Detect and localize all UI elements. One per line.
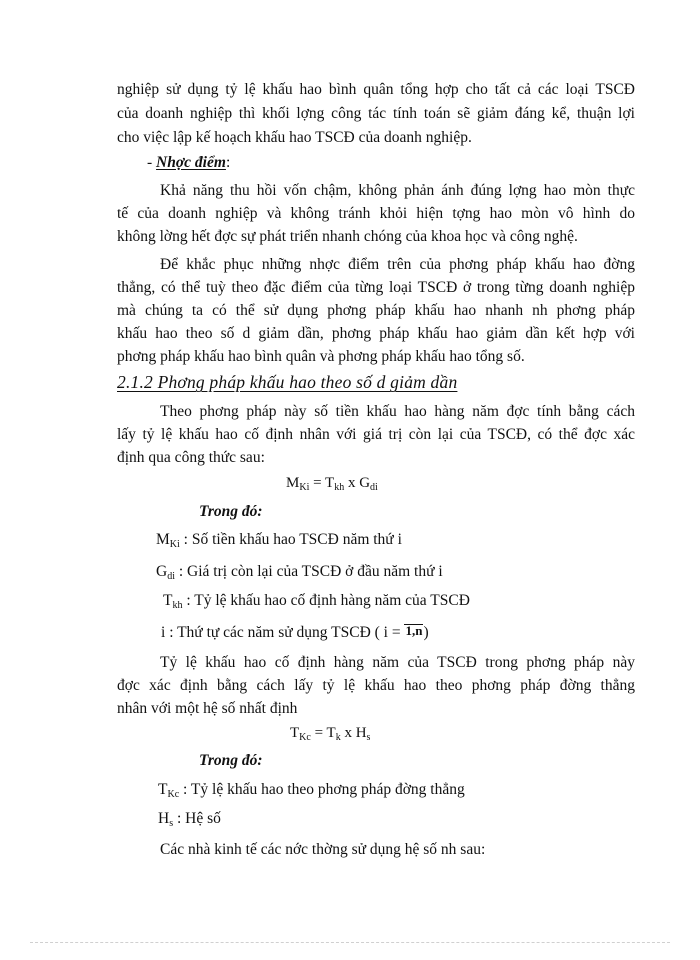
- def-mki-sub: Ki: [169, 539, 180, 550]
- def-mki-text: : Số tiền khấu hao TSCĐ năm thứ i: [179, 531, 402, 548]
- def-i-symbol: i: [161, 624, 166, 641]
- def-hs-text: : Hệ số: [173, 810, 221, 827]
- formula-mki: [286, 475, 378, 493]
- def-tkc-text: : Tỷ lệ khấu hao theo phơng pháp đờng thẳng: [179, 781, 465, 798]
- def-tkh-symbol: T: [163, 592, 173, 609]
- formula1-lhs: M: [286, 475, 300, 491]
- nhuoc-diem-label: [147, 152, 230, 174]
- para2-line-2: tế của doanh nghiệp và không tránh khỏi hiện tợng hao mòn vô hình do: [117, 205, 635, 222]
- para5-line-2: đợc xác định bằng cách lấy tỷ lệ khấu hao theo phơng pháp đờng thẳng: [117, 677, 635, 694]
- formula1-lhs-sub: Ki: [299, 482, 310, 493]
- formula2-h-sub: s: [366, 732, 371, 743]
- formula2-eq: = T: [310, 725, 336, 741]
- para5-line-3: nhân với một hệ số nhất định: [117, 700, 298, 717]
- para5-line-1: Tỷ lệ khấu hao cố định hàng năm của TSCĐ trong phơng pháp này: [160, 654, 635, 671]
- formula-tkc: [290, 725, 370, 743]
- nhuoc-diem-prefix: -: [147, 154, 157, 171]
- def-gdi-text: : Giá trị còn lại của TSCĐ ở đầu năm thứ i: [174, 563, 443, 580]
- para1-line-1: nghiệp sử dụng tỷ lệ khấu hao bình quân tổng hợp cho tất cả các loại TSCĐ: [117, 81, 635, 98]
- def-mki-symbol: M: [156, 531, 170, 548]
- para3-line-2: thẳng, có thể tuỳ theo đặc điểm của từng loại TSCĐ ở trong từng doanh nghiệp: [117, 279, 635, 296]
- def-i-close: ): [423, 624, 429, 641]
- def-gdi-sub: di: [167, 571, 175, 582]
- nhuoc-diem-colon: :: [225, 154, 231, 171]
- def-hs-symbol: H: [158, 810, 170, 827]
- section-heading: 2.1.2 Phơng pháp khấu hao theo số d giảm dần: [117, 372, 458, 392]
- formula2-t-sub: k: [335, 732, 341, 743]
- formula2-lhs-sub: Kc: [299, 732, 311, 743]
- def-gdi-symbol: G: [156, 563, 168, 580]
- para1-line-2: của doanh nghiệp thì khối lợng công tác tính toán sẽ giảm đáng kể, thuận lợi: [117, 105, 635, 122]
- def-hs-sub: s: [169, 818, 174, 829]
- def-tkh-sub: kh: [172, 600, 183, 611]
- formula2-times: x H: [340, 725, 367, 741]
- page-bottom-divider: [30, 942, 670, 943]
- trong-do-label-2: Trong đó:: [199, 752, 263, 769]
- formula1-t-sub: kh: [334, 482, 345, 493]
- def-hs: [158, 810, 221, 829]
- para4-line-2: lấy tỷ lệ khấu hao cố định nhân với giá trị còn lại của TSCĐ, có thể đợc xác: [117, 426, 635, 443]
- para2-line-1: Khả năng thu hồi vốn chậm, không phản ánh đúng lợng hao mòn thực: [160, 182, 635, 199]
- formula1-g-sub: di: [370, 482, 378, 493]
- para3-line-5: phơng pháp khấu hao bình quân và phơng pháp khấu hao tổng số.: [117, 348, 525, 365]
- para3-line-1: Để khắc phục những nhợc điểm trên của phơng pháp khấu hao đờng: [160, 256, 635, 273]
- closing-line: Các nhà kinh tế các nớc thờng sử dụng hệ số nh sau:: [160, 841, 486, 858]
- def-tkc-symbol: T: [158, 781, 168, 798]
- range-one-to-n: 1,n: [405, 623, 423, 638]
- def-tkh-text: : Tỷ lệ khấu hao cố định hàng năm của TSCĐ: [182, 592, 470, 609]
- para4-line-1: Theo phơng pháp này số tiền khấu hao hàng năm đợc tính bằng cách: [160, 403, 635, 420]
- def-i: [161, 624, 429, 642]
- formula1-times: x G: [344, 475, 371, 491]
- formula2-lhs: T: [290, 725, 300, 741]
- nhuoc-diem-title: Nhợc điểm: [156, 154, 226, 171]
- para3-line-3: mà chúng ta có thể sử dụng phơng pháp khấu hao nhanh nh phơng pháp: [117, 302, 635, 319]
- trong-do-label-1: Trong đó:: [199, 503, 263, 520]
- para1-line-3: cho việc lập kế hoạch khấu hao TSCĐ của doanh nghiệp.: [117, 129, 472, 146]
- def-tkc: [158, 781, 465, 800]
- def-tkh: [163, 592, 470, 611]
- def-mki: [156, 531, 402, 550]
- para2-line-3: không lờng hết đợc sự phát triển nhanh chóng của khoa học và công nghệ.: [117, 228, 578, 245]
- def-i-text: : Thứ tự các năm sử dụng TSCĐ ( i =: [165, 624, 405, 641]
- def-gdi: [156, 563, 443, 582]
- para3-line-4: khấu hao theo số d giảm dần, phơng pháp khấu hao giảm dần kết hợp với: [117, 325, 635, 342]
- def-tkc-sub: Kc: [167, 789, 180, 800]
- para4-line-3: định qua công thức sau:: [117, 449, 265, 466]
- formula1-eq: = T: [309, 475, 335, 491]
